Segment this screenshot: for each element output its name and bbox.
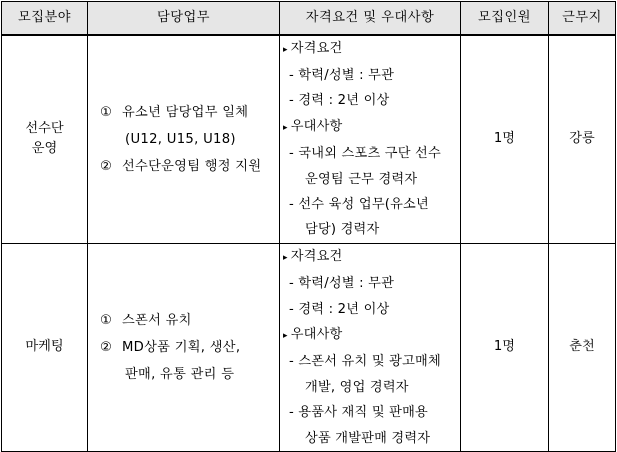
- duty-number: ①: [100, 312, 113, 328]
- duty-text: MD상품 기획, 생산,: [122, 339, 241, 355]
- qualification-heading: ▸ 자격요건: [283, 244, 456, 271]
- count-cell: 1명: [461, 243, 549, 451]
- qualification-heading: ▸ 자격요건: [283, 36, 456, 63]
- header-count: 모집인원: [461, 2, 549, 35]
- duty-text: 판매, 유통 관리 등: [125, 366, 235, 382]
- header-location: 근무지: [549, 2, 616, 35]
- qualification-item: 담당) 경력자: [305, 222, 380, 238]
- field-text: 운영: [31, 141, 58, 157]
- qualification-item: - 학력/성별 : 무관: [289, 67, 395, 83]
- field-cell: [2, 243, 88, 451]
- duty-line: [100, 307, 273, 334]
- location-cell: 강릉: [549, 35, 616, 244]
- duties-cell: [88, 243, 280, 451]
- qualification-item: 상품 개발판매 경력자: [305, 430, 431, 446]
- qualification-item: 개발, 영업 경력자: [305, 379, 409, 395]
- location-cell: 춘천: [549, 243, 616, 451]
- qualification-item: - 경력 : 2년 이상: [289, 301, 390, 317]
- duty-number: ②: [100, 158, 113, 174]
- qualification-item: - 용품사 재직 및 판매용: [289, 405, 428, 421]
- duty-line: [100, 334, 273, 361]
- count-cell: 1명: [461, 35, 549, 244]
- qualification-item: 운영팀 근무 경력자: [305, 171, 418, 187]
- duty-number: ①: [100, 104, 113, 120]
- header-duties: 담당업무: [88, 2, 280, 35]
- duty-text: 유소년 담당업무 일체: [122, 104, 249, 120]
- field-text: 선수단: [25, 120, 64, 136]
- qualification-item: - 국내외 스포츠 구단 선수: [289, 146, 441, 162]
- field-text: 마케팅: [25, 339, 64, 355]
- duty-line: [100, 126, 273, 153]
- duty-line: [100, 361, 273, 388]
- recruitment-table: [1, 1, 616, 452]
- table-row: [2, 35, 616, 244]
- duty-number: ②: [100, 339, 113, 355]
- header-field: 모집분야: [2, 2, 88, 35]
- header-qualifications: 자격요건 및 우대사항: [280, 2, 461, 35]
- qualification-item: - 경력 : 2년 이상: [289, 93, 390, 109]
- duty-text: 스폰서 유치: [122, 312, 192, 328]
- qualifications-cell: [280, 35, 461, 244]
- qualification-heading: ▸ 우대사항: [283, 322, 456, 349]
- qualification-item: - 스폰서 유치 및 광고매체: [289, 354, 441, 370]
- qualifications-cell: [280, 243, 461, 451]
- qualification-heading: ▸ 우대사항: [283, 114, 456, 141]
- duty-line: [100, 153, 273, 180]
- duty-text: 선수단운영팀 행정 지원: [122, 158, 262, 174]
- qualification-item: - 선수 육성 업무(유소년: [289, 196, 429, 212]
- duty-line: [100, 99, 273, 126]
- header-row: [2, 2, 616, 35]
- duties-cell: [88, 35, 280, 244]
- qualification-item: - 학력/성별 : 무관: [289, 276, 395, 292]
- field-cell: [2, 35, 88, 244]
- duty-text: (U12, U15, U18): [125, 131, 236, 147]
- table-row: [2, 243, 616, 451]
